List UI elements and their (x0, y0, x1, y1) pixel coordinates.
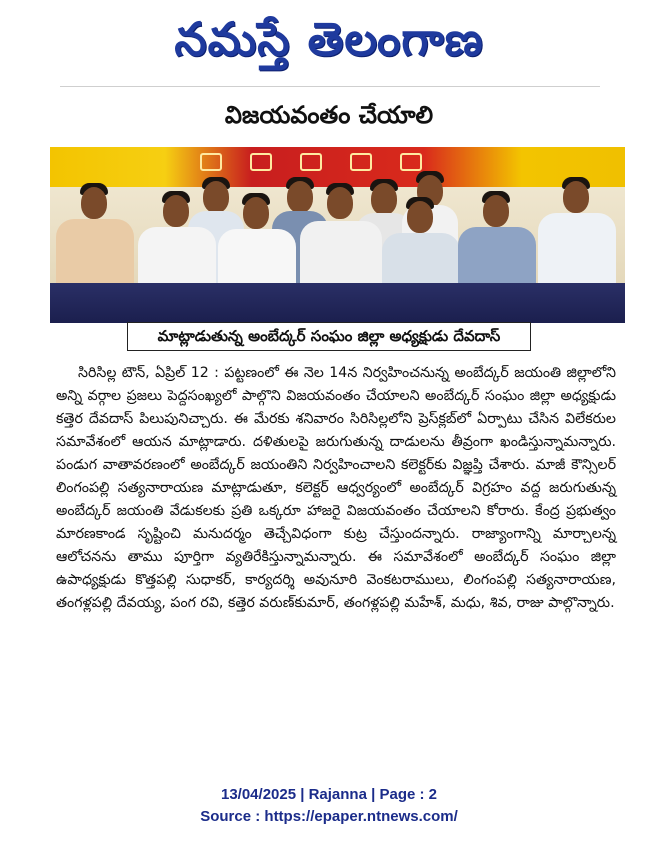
photo-banner (50, 147, 625, 187)
footer-source-line: Source : https://epaper.ntnews.com/ (200, 808, 458, 825)
article-body (56, 362, 616, 615)
news-photo (50, 147, 625, 323)
newspaper-logo-title: నమస్తే తెలంగాణ (174, 12, 484, 66)
masthead-divider (60, 86, 600, 87)
masthead (0, 0, 658, 80)
article-headline: విజయవంతం చేయాలి (224, 101, 434, 129)
photo-table (50, 283, 625, 323)
article-paragraph: సిరిసిల్ల టౌన్, ఏప్రిల్ 12 : పట్టణంలో ఈ నెల 14న నిర్వహించనున్న అంబేద్కర్ జయంతి జిల్లాలోని అన్ని వర్గాల ప్రజలు పెద్దసంఖ్యలో పాల్గొని విజయవంతం చేయాలని అంబేద్కర్ సంఘం జిల్లా అధ్యక్షుడు కత్తెర దేవదాస్ పిలుపునిచ్చారు. ఈ మేరకు శనివారం సిరిసిల్లలోని ప్రెస్‌క్లబ్‌లో ఏర్పాటు చేసిన విలేకరుల సమావేశంలో ఆయన మాట్లాడారు. దళితులపై జరుగుతున్న దాడులను తీవ్రంగా ఖండిస్తున్నామన్నారు. పండుగ వాతావరణంలో అంబేద్కర్ జయంతిని నిర్వహించాలని కలెక్టర్‌కు విజ్ఞప్తి చేశారు. మాజీ కౌన్సిలర్ లింగంపల్లి సత్యనారాయణ మాట్లాడుతూ, కలెక్టర్ ఆధ్వర్యంలో అంబేద్కర్ విగ్రహం వద్ద జరుగుతున్న అంబేద్కర్ జయంతి వేడుకలకు ప్రతి ఒక్కరూ హాజరై విజయవంతం చేయాలని కోరారు. కేంద్ర ప్రభుత్వం మారణకాండ సృష్టించి మనుదర్మం తెచ్చేవిధంగా కుట్ర చేస్తుందన్నారు. రాజ్యాంగాన్ని మార్చాలన్న ఆలోచనను తాము పూర్తిగా వ్యతిరేకిస్తున్నామన్నారు. ఈ సమావేశంలో అంబేద్కర్ సంఘం జిల్లా ఉపాధ్యక్షుడు కొత్తపల్లి సుధాకర్, కార్యదర్శి అవునూరి వెంకటరాములు, లింగంపల్లి సత్యనారాయణ, తంగళ్లపల్లి దేవయ్య, పంగ రవి, కత్తెర వరుణ్‌కుమార్, తంగళ్లపల్లి మహేశ్, మధు, శివ, రాజు పాల్గొన్నారు. (56, 365, 616, 611)
photo-caption: మాట్లాడుతున్న అంబేద్కర్ సంఘం జిల్లా అధ్యక్షుడు దేవదాస్ (127, 322, 531, 351)
footer-date-line: 13/04/2025 | Rajanna | Page : 2 (220, 786, 437, 803)
